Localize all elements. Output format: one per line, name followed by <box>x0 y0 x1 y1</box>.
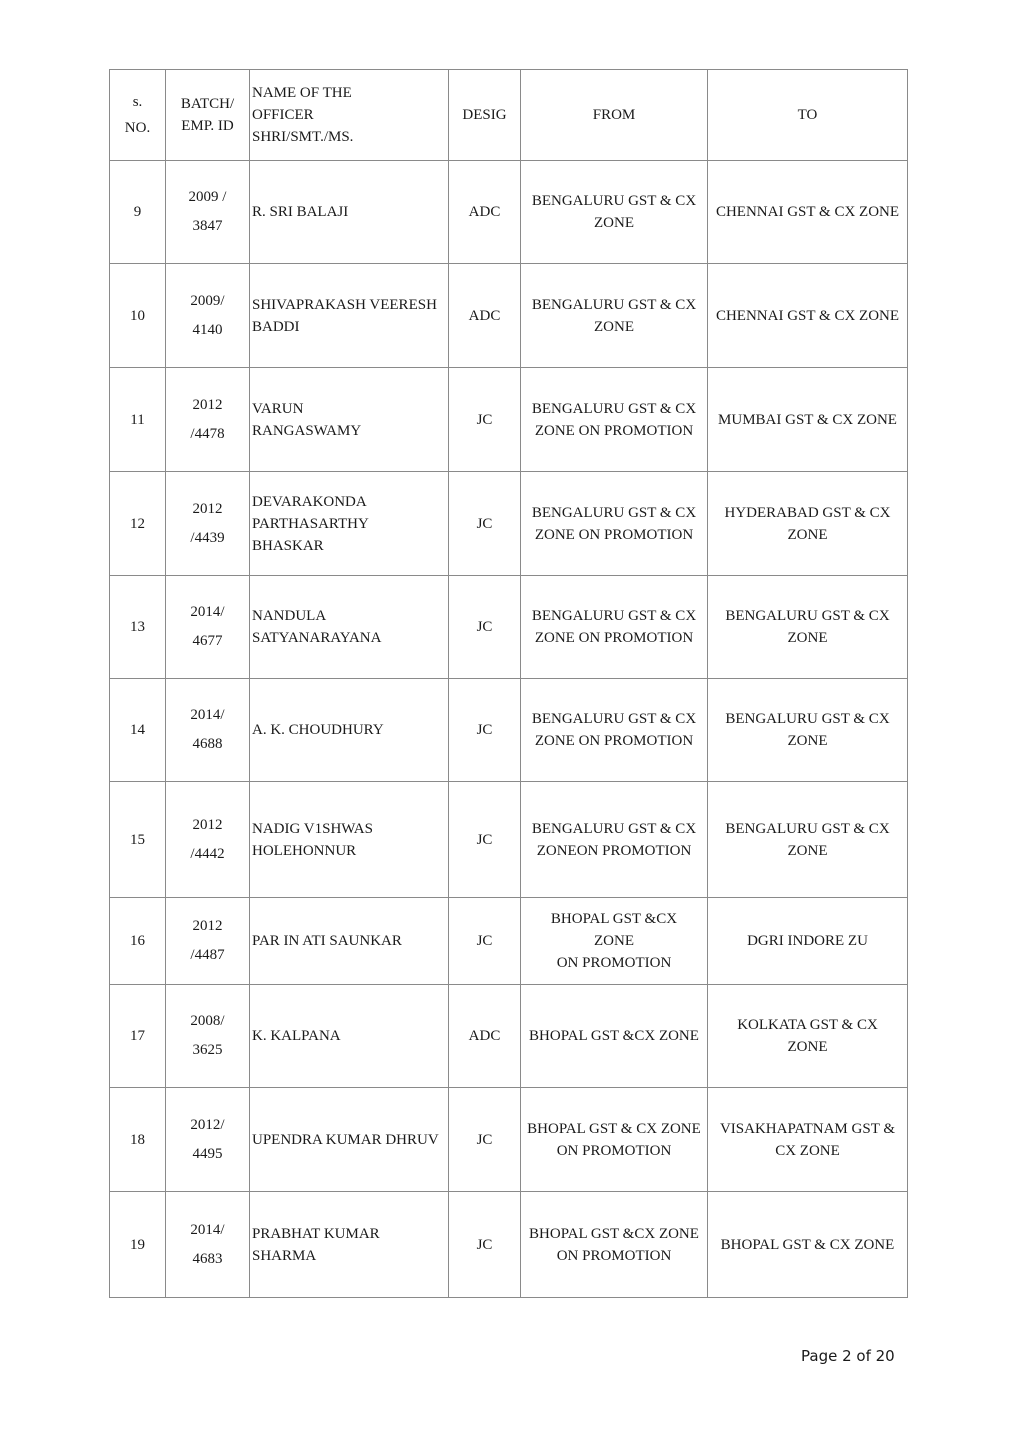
officer-name-line: VARUN <box>252 400 304 417</box>
designation-cell: ADC <box>449 985 521 1088</box>
officer-name-cell <box>250 679 449 782</box>
batch-emp-id-line: 2012 <box>192 816 223 833</box>
from-zone-cell <box>521 161 708 264</box>
officer-name-cell <box>250 1192 449 1298</box>
officer-name-cell <box>250 368 449 472</box>
from-zone-line: BHOPAL GST & CX ZONE <box>527 1120 701 1137</box>
table-row <box>110 1088 908 1192</box>
to-zone-cell <box>708 782 908 898</box>
from-zone-line: BENGALURU GST & CX <box>531 504 697 521</box>
batch-emp-id-line: 2009/ <box>190 292 225 309</box>
from-zone-line: BENGALURU GST & CX <box>531 820 697 837</box>
table-row <box>110 576 908 679</box>
to-zone-line: VISAKHAPATNAM GST & <box>719 1120 896 1137</box>
officer-name-cell <box>250 782 449 898</box>
from-zone-cell <box>521 898 708 985</box>
header-to: TO <box>708 70 908 161</box>
header-name-line: NAME OF THE <box>252 85 352 101</box>
from-zone-line: ZONE ON PROMOTION <box>534 422 694 439</box>
to-zone-cell <box>708 898 908 985</box>
to-zone-line: ZONE <box>787 842 828 859</box>
to-zone-line: ZONE <box>787 526 828 543</box>
to-zone-line: BENGALURU GST & CX <box>725 820 890 837</box>
to-zone-cell <box>708 264 908 368</box>
officer-name-line: SHIVAPRAKASH VEERESH <box>252 296 437 313</box>
from-zone-cell <box>521 472 708 576</box>
officer-name-cell <box>250 985 449 1088</box>
officer-name-cell <box>250 264 449 368</box>
serial-number-cell: 13 <box>110 576 166 679</box>
to-zone-line: ZONE <box>787 1039 828 1055</box>
batch-emp-id-cell <box>166 161 250 264</box>
officer-name-cell <box>250 576 449 679</box>
to-zone-line: MUMBAI GST & CX ZONE <box>718 411 897 428</box>
batch-emp-id-line: 3847 <box>192 218 223 234</box>
officer-name-line: HOLEHONNUR <box>252 842 357 859</box>
officer-name-line: K. KALPANA <box>252 1028 341 1044</box>
batch-emp-id-cell <box>166 782 250 898</box>
transfer-table <box>109 69 908 1298</box>
to-zone-line: BENGALURU GST & CX <box>725 711 890 727</box>
to-zone-cell <box>708 985 908 1088</box>
designation-cell: JC <box>449 368 521 472</box>
batch-emp-id-cell <box>166 898 250 985</box>
officer-name-line: RANGASWAMY <box>252 422 362 439</box>
designation-cell: JC <box>449 679 521 782</box>
batch-emp-id-cell <box>166 1192 250 1298</box>
table-row <box>110 368 908 472</box>
from-zone-line: ZONE ON PROMOTION <box>534 630 694 646</box>
header-sno <box>110 70 166 161</box>
to-zone-line: BENGALURU GST & CX <box>725 608 890 624</box>
batch-emp-id-line: 2014/ <box>190 604 225 620</box>
designation-cell: JC <box>449 472 521 576</box>
to-zone-line: DGRI INDORE ZU <box>747 933 868 949</box>
serial-number-cell: 18 <box>110 1088 166 1192</box>
batch-emp-id-cell <box>166 472 250 576</box>
serial-number-cell: 14 <box>110 679 166 782</box>
batch-emp-id-line: /4478 <box>190 425 225 442</box>
officer-name-cell <box>250 898 449 985</box>
batch-emp-id-line: 2012/ <box>190 1116 225 1133</box>
batch-emp-id-line: /4442 <box>190 845 225 862</box>
batch-emp-id-line: 2008/ <box>190 1013 225 1029</box>
header-batch-line: EMP. ID <box>181 118 234 134</box>
serial-number-cell: 16 <box>110 898 166 985</box>
from-zone-line: BENGALURU GST & CX <box>531 193 697 209</box>
officer-name-line: DEVARAKONDA <box>252 493 367 510</box>
from-zone-cell <box>521 782 708 898</box>
table-body <box>110 161 908 1298</box>
from-zone-line: ZONE <box>594 215 634 231</box>
officer-name-cell <box>250 472 449 576</box>
from-zone-cell <box>521 1192 708 1298</box>
header-sno-line: NO. <box>124 120 151 136</box>
batch-emp-id-cell <box>166 264 250 368</box>
serial-number-cell: 15 <box>110 782 166 898</box>
batch-emp-id-line: 4688 <box>192 736 223 752</box>
from-zone-line: BENGALURU GST & CX <box>531 296 697 313</box>
to-zone-line: HYDERABAD GST & CX <box>724 504 891 521</box>
officer-name-line: R. SRI BALAJI <box>252 204 349 220</box>
header-name <box>250 70 449 161</box>
header-batch <box>166 70 250 161</box>
from-zone-cell <box>521 1088 708 1192</box>
batch-emp-id-cell <box>166 1088 250 1192</box>
header-desig: DESIG <box>449 70 521 161</box>
to-zone-cell <box>708 1192 908 1298</box>
serial-number-cell: 17 <box>110 985 166 1088</box>
batch-emp-id-line: 4495 <box>192 1145 223 1162</box>
designation-cell: JC <box>449 782 521 898</box>
serial-number-cell: 19 <box>110 1192 166 1298</box>
batch-emp-id-line: 2009 / <box>188 189 227 205</box>
from-zone-line: ON PROMOTION <box>556 1247 672 1264</box>
from-zone-line: BHOPAL GST &CX <box>550 911 678 927</box>
officer-name-line: BADDI <box>252 318 300 335</box>
batch-emp-id-cell <box>166 679 250 782</box>
from-zone-line: ZONE <box>594 933 634 949</box>
officer-name-cell <box>250 1088 449 1192</box>
officer-name-line: PRABHAT KUMAR <box>252 1225 380 1242</box>
from-zone-cell <box>521 368 708 472</box>
from-zone-line: ZONE ON PROMOTION <box>534 526 694 543</box>
designation-cell: JC <box>449 576 521 679</box>
designation-cell: JC <box>449 1192 521 1298</box>
batch-emp-id-line: 3625 <box>192 1042 223 1058</box>
officer-name-line: SATYANARAYANA <box>252 630 382 646</box>
batch-emp-id-cell <box>166 576 250 679</box>
designation-cell: ADC <box>449 161 521 264</box>
to-zone-cell <box>708 679 908 782</box>
table-row <box>110 782 908 898</box>
table-row <box>110 679 908 782</box>
from-zone-line: BENGALURU GST & CX <box>531 608 697 624</box>
from-zone-line: BHOPAL GST &CX ZONE <box>529 1028 699 1044</box>
to-zone-line: ZONE <box>787 630 828 646</box>
officer-name-cell <box>250 161 449 264</box>
batch-emp-id-line: 2012 <box>192 396 223 413</box>
to-zone-line: BHOPAL GST & CX ZONE <box>720 1236 895 1253</box>
from-zone-line: BENGALURU GST & CX <box>531 711 697 727</box>
to-zone-line: CHENNAI GST & CX ZONE <box>715 307 900 324</box>
batch-emp-id-cell <box>166 368 250 472</box>
batch-emp-id-line: 2012 <box>192 500 223 517</box>
batch-emp-id-line: 2014/ <box>190 1221 225 1238</box>
to-zone-line: KOLKATA GST & CX <box>737 1017 878 1033</box>
officer-name-line: PAR IN ATI SAUNKAR <box>252 933 402 949</box>
header-from: FROM <box>521 70 708 161</box>
officer-name-line: SHARMA <box>252 1247 317 1264</box>
header-name-line: OFFICER <box>252 107 314 123</box>
to-zone-cell <box>708 161 908 264</box>
to-zone-line: CX ZONE <box>775 1142 840 1159</box>
serial-number-cell: 10 <box>110 264 166 368</box>
officer-name-line: UPENDRA KUMAR DHRUV <box>252 1131 439 1148</box>
officer-name-line: BHASKAR <box>252 537 324 554</box>
table-row <box>110 1192 908 1298</box>
to-zone-cell <box>708 1088 908 1192</box>
officer-name-line: NADIG V1SHWAS <box>252 820 373 837</box>
page-number: Page 2 of 20 <box>801 1347 895 1365</box>
from-zone-line: BENGALURU GST & CX <box>531 400 697 417</box>
to-zone-cell <box>708 576 908 679</box>
from-zone-line: BHOPAL GST &CX ZONE <box>529 1225 699 1242</box>
header-sno-line: s. <box>132 94 143 110</box>
from-zone-line: ZONEON PROMOTION <box>536 842 692 859</box>
serial-number-cell: 9 <box>110 161 166 264</box>
batch-emp-id-line: /4487 <box>190 947 225 963</box>
from-zone-line: ZONE ON PROMOTION <box>534 733 694 749</box>
officer-name-line: PARTHASARTHY <box>252 515 369 532</box>
designation-cell: JC <box>449 898 521 985</box>
to-zone-line: CHENNAI GST & CX ZONE <box>715 204 900 220</box>
table-row <box>110 985 908 1088</box>
from-zone-line: ON PROMOTION <box>556 955 672 971</box>
serial-number-cell: 12 <box>110 472 166 576</box>
table-row <box>110 472 908 576</box>
from-zone-line: ZONE <box>594 318 634 335</box>
header-batch-line: BATCH/ <box>180 96 235 112</box>
table-row <box>110 161 908 264</box>
batch-emp-id-line: 4140 <box>192 321 223 338</box>
officer-name-line: A. K. CHOUDHURY <box>252 722 384 738</box>
to-zone-cell <box>708 472 908 576</box>
batch-emp-id-line: 2014/ <box>190 707 225 723</box>
from-zone-cell <box>521 679 708 782</box>
batch-emp-id-cell <box>166 985 250 1088</box>
serial-number-cell: 11 <box>110 368 166 472</box>
batch-emp-id-line: 4683 <box>192 1250 223 1267</box>
to-zone-cell <box>708 368 908 472</box>
from-zone-line: ON PROMOTION <box>556 1142 672 1159</box>
batch-emp-id-line: 2012 <box>192 918 223 934</box>
header-name-line: SHRI/SMT./MS. <box>252 129 354 145</box>
designation-cell: ADC <box>449 264 521 368</box>
table-row <box>110 898 908 985</box>
from-zone-cell <box>521 985 708 1088</box>
to-zone-line: ZONE <box>787 733 828 749</box>
table-header-row <box>110 70 908 161</box>
from-zone-cell <box>521 576 708 679</box>
designation-cell: JC <box>449 1088 521 1192</box>
batch-emp-id-line: /4439 <box>190 529 225 546</box>
table-row <box>110 264 908 368</box>
batch-emp-id-line: 4677 <box>192 633 223 649</box>
from-zone-cell <box>521 264 708 368</box>
officer-name-line: NANDULA <box>252 608 327 624</box>
